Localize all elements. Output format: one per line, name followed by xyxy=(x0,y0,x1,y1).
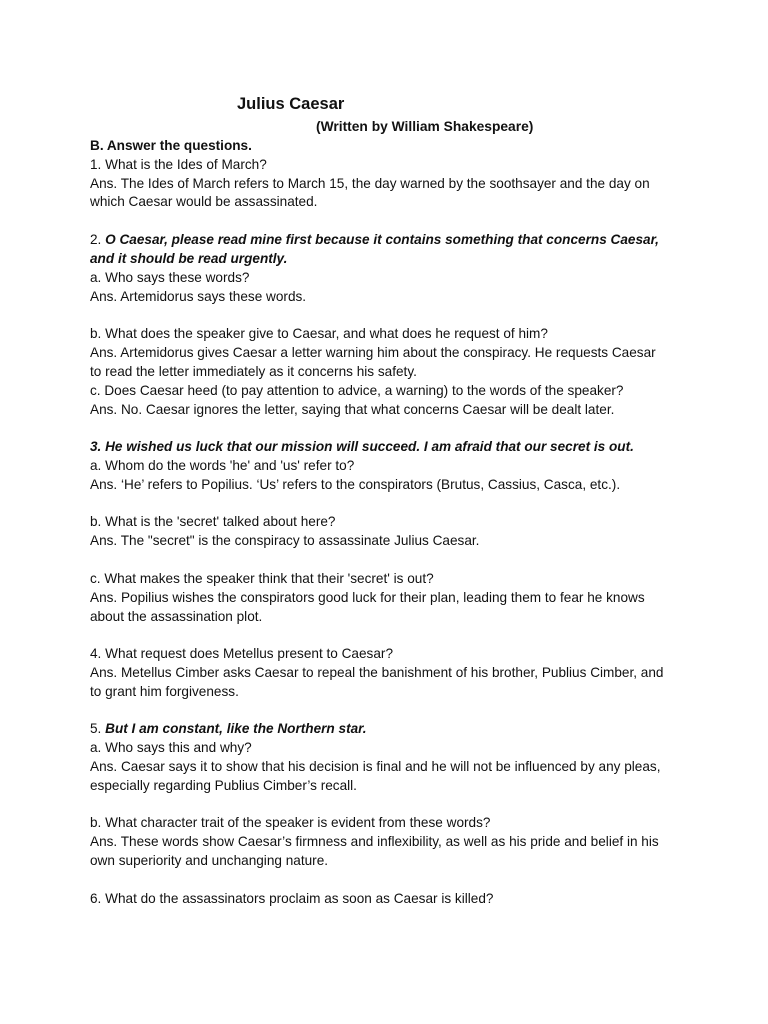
answer-3b: Ans. The "secret" is the conspiracy to assassinate Julius Caesar. xyxy=(90,533,480,548)
question-2b: b. What does the speaker give to Caesar, and what does he request of him? xyxy=(90,326,548,341)
question-6: 6. What do the assassinators proclaim as soon as Caesar is killed? xyxy=(90,891,494,906)
document-title: Julius Caesar xyxy=(237,95,345,113)
document-subtitle: (Written by William Shakespeare) xyxy=(316,119,534,134)
answer-3c-line-2: about the assassination plot. xyxy=(90,609,263,624)
question-1: 1. What is the Ides of March? xyxy=(90,157,267,172)
question-2-number: 2. xyxy=(90,232,106,247)
question-2-quote: O Caesar, please read mine first because it contains something that concerns Caesar, xyxy=(105,232,659,247)
answer-4-line-1: Ans. Metellus Cimber asks Caesar to repeal the banishment of his brother, Publius Cimber, and xyxy=(90,665,664,680)
question-5-number: 5. xyxy=(90,721,106,736)
question-3-quote: 3. He wished us luck that our mission will succeed. I am afraid that our secret is out. xyxy=(90,439,634,454)
question-2a: a. Who says these words? xyxy=(90,270,250,285)
question-5b: b. What character trait of the speaker is evident from these words? xyxy=(90,815,491,830)
question-3c: c. What makes the speaker think that their 'secret' is out? xyxy=(90,571,434,586)
answer-3a: Ans. ‘He’ refers to Popilius. ‘Us’ refers to the conspirators (Brutus, Cassius, Casca, etc.). xyxy=(90,477,621,492)
answer-2b-line-1: Ans. Artemidorus gives Caesar a letter warning him about the conspiracy. He requests Caesar xyxy=(90,345,656,360)
question-2-quote-line-2: and it should be read urgently. xyxy=(90,251,288,266)
answer-1-line-2: which Caesar would be assassinated. xyxy=(90,194,318,209)
answer-5b-line-1: Ans. These words show Caesar’s firmness and inflexibility, as well as his pride and belief in his xyxy=(90,834,659,849)
question-5a: a. Who says this and why? xyxy=(90,740,252,755)
answer-5b-line-2: own superiority and unchanging nature. xyxy=(90,853,329,868)
answer-2c: Ans. No. Caesar ignores the letter, saying that what concerns Caesar will be dealt later. xyxy=(90,402,615,417)
answer-1-line-1: Ans. The Ides of March refers to March 15, the day warned by the soothsayer and the day on xyxy=(90,176,650,191)
question-4: 4. What request does Metellus present to Caesar? xyxy=(90,646,393,661)
question-3a: a. Whom do the words 'he' and 'us' refer to? xyxy=(90,458,355,473)
question-2-quote-line-1 xyxy=(90,231,659,249)
question-5-quote: But I am constant, like the Northern star. xyxy=(105,721,367,736)
question-3b: b. What is the 'secret' talked about here? xyxy=(90,514,336,529)
answer-5a-line-1: Ans. Caesar says it to show that his decision is final and he will not be influenced by any pleas, xyxy=(90,759,661,774)
answer-5a-line-2: especially regarding Publius Cimber’s recall. xyxy=(90,778,357,793)
section-heading: B. Answer the questions. xyxy=(90,138,252,153)
answer-3c-line-1: Ans. Popilius wishes the conspirators good luck for their plan, leading them to fear he knows xyxy=(90,590,645,605)
question-5-quote-line xyxy=(90,720,366,738)
question-2c: c. Does Caesar heed (to pay attention to advice, a warning) to the words of the speaker? xyxy=(90,383,624,398)
answer-4-line-2: to grant him forgiveness. xyxy=(90,684,239,699)
answer-2a: Ans. Artemidorus says these words. xyxy=(90,289,307,304)
answer-2b-line-2: to read the letter immediately as it concerns his safety. xyxy=(90,364,417,379)
